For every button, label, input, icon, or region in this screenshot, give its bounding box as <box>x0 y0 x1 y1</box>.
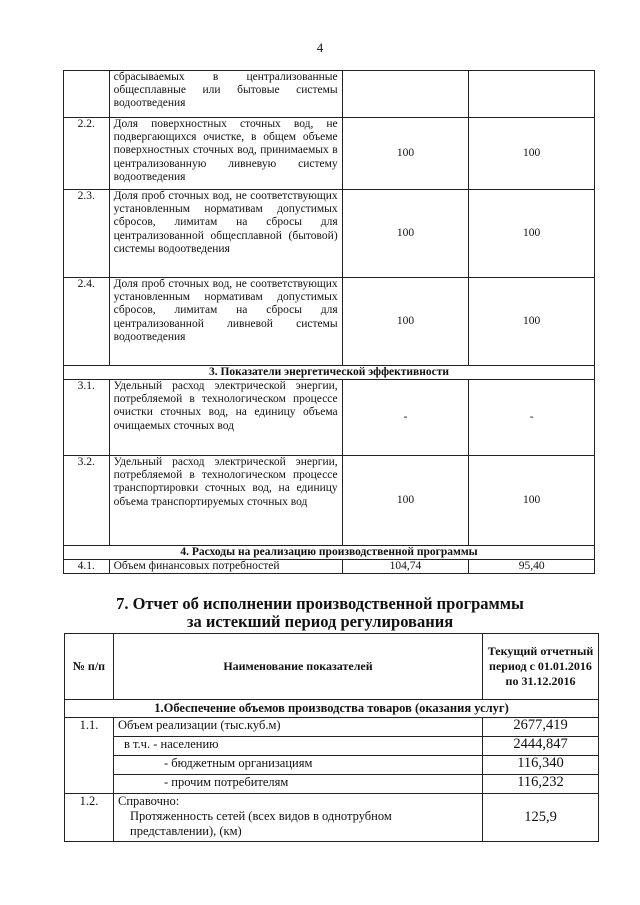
table-row <box>65 775 599 794</box>
row-text: Удельный расход электрической энергии, потребляемой в технологическом процессе очистки сточных вод, на единицу объема очищаемых сточных вод <box>109 380 342 456</box>
row-text: Доля проб сточных вод, не соответствующих установленным нормативам допустимых сбросов, лимитам на сбросы для централизованной общесплавной (бытовой) системы водоотведения <box>109 190 342 278</box>
row-value-1: - <box>342 380 469 456</box>
row-text: - прочим потребителям <box>114 775 483 794</box>
row-value-2 <box>469 71 595 118</box>
row-value-1: 100 <box>342 118 469 190</box>
table-row <box>64 190 595 278</box>
row-text: сбрасываемых в централизованные общесплавные или бытовые системы водоотведения <box>109 71 342 118</box>
table-row <box>64 278 595 366</box>
table-row <box>65 756 599 775</box>
header-name: Наименование показателей <box>114 634 483 700</box>
report-table <box>64 633 599 842</box>
row-text: Объем финансовых потребностей <box>109 560 342 574</box>
table-row <box>65 737 599 756</box>
report-heading-line-1: 7. Отчет об исполнении производственной программы <box>116 594 524 613</box>
row-value-1: 100 <box>342 190 469 278</box>
row-value: 125,9 <box>483 794 599 842</box>
row-value: 116,232 <box>483 775 599 794</box>
row-value-1 <box>342 71 469 118</box>
row-value-2: 100 <box>469 118 595 190</box>
row-text: Протяженность сетей (всех видов в однотрубном представлении), (км) <box>130 809 392 838</box>
row-value: 116,340 <box>483 756 599 775</box>
row-number: 2.3. <box>64 190 110 278</box>
section-1-title: 1.Обеспечение объемов производства товаров (оказания услуг) <box>65 700 599 718</box>
section-header <box>64 546 595 560</box>
row-text: Доля проб сточных вод, не соответствующих установленным нормативам допустимых сбросов, лимитам на сбросы для централизованной ливневой системы водоотведения <box>109 278 342 366</box>
section-header <box>65 700 599 718</box>
row-value-2: 100 <box>469 190 595 278</box>
row-value-1: 100 <box>342 278 469 366</box>
row-number <box>64 71 110 118</box>
row-text: в т.ч. - населению <box>114 737 483 756</box>
section-header <box>64 366 595 380</box>
row-value: 2444,847 <box>483 737 599 756</box>
row-text: - бюджетным организациям <box>114 756 483 775</box>
table-row <box>64 71 595 118</box>
table-row <box>64 456 595 546</box>
row-value-2: - <box>469 380 595 456</box>
table-row <box>64 118 595 190</box>
page-number: 4 <box>316 40 324 55</box>
header-period: Текущий отчетный период с 01.01.2016 по 31.12.2016 <box>483 634 599 700</box>
header-number: № п/п <box>65 634 114 700</box>
row-value-1: 104,74 <box>342 560 469 574</box>
section-4-title: 4. Расходы на реализацию производственной программы <box>64 546 595 560</box>
report-heading-line-2: за истекший период регулирования <box>186 612 454 631</box>
reference-label: Справочно: <box>118 794 180 808</box>
row-number: 1.1. <box>65 718 114 794</box>
row-text: Доля поверхностных сточных вод, не подвергающихся очистке, в общем объеме поверхностных сточных вод, принимаемых в централизованную ливневую систему водоотведения <box>109 118 342 190</box>
row-number: 3.1. <box>64 380 110 456</box>
row-number: 3.2. <box>64 456 110 546</box>
table-row <box>65 794 599 842</box>
row-number: 2.4. <box>64 278 110 366</box>
row-text-block <box>114 794 483 842</box>
header-row <box>65 634 599 700</box>
table-row <box>65 718 599 737</box>
row-value-2: 100 <box>469 278 595 366</box>
row-value-2: 95,40 <box>469 560 595 574</box>
table-row <box>64 560 595 574</box>
section-3-title: 3. Показатели энергетической эффективности <box>64 366 595 380</box>
indicators-table <box>63 70 595 574</box>
row-value: 2677,419 <box>483 718 599 737</box>
row-value-1: 100 <box>342 456 469 546</box>
table-row <box>64 380 595 456</box>
row-text: Объем реализации (тыс.куб.м) <box>114 718 483 737</box>
row-number: 4.1. <box>64 560 110 574</box>
row-number: 2.2. <box>64 118 110 190</box>
row-text: Удельный расход электрической энергии, потребляемой в технологическом процессе транспортировки сточных вод, на единицу объема транспортируемых сточных вод <box>109 456 342 546</box>
row-value-2: 100 <box>469 456 595 546</box>
row-number: 1.2. <box>65 794 114 842</box>
